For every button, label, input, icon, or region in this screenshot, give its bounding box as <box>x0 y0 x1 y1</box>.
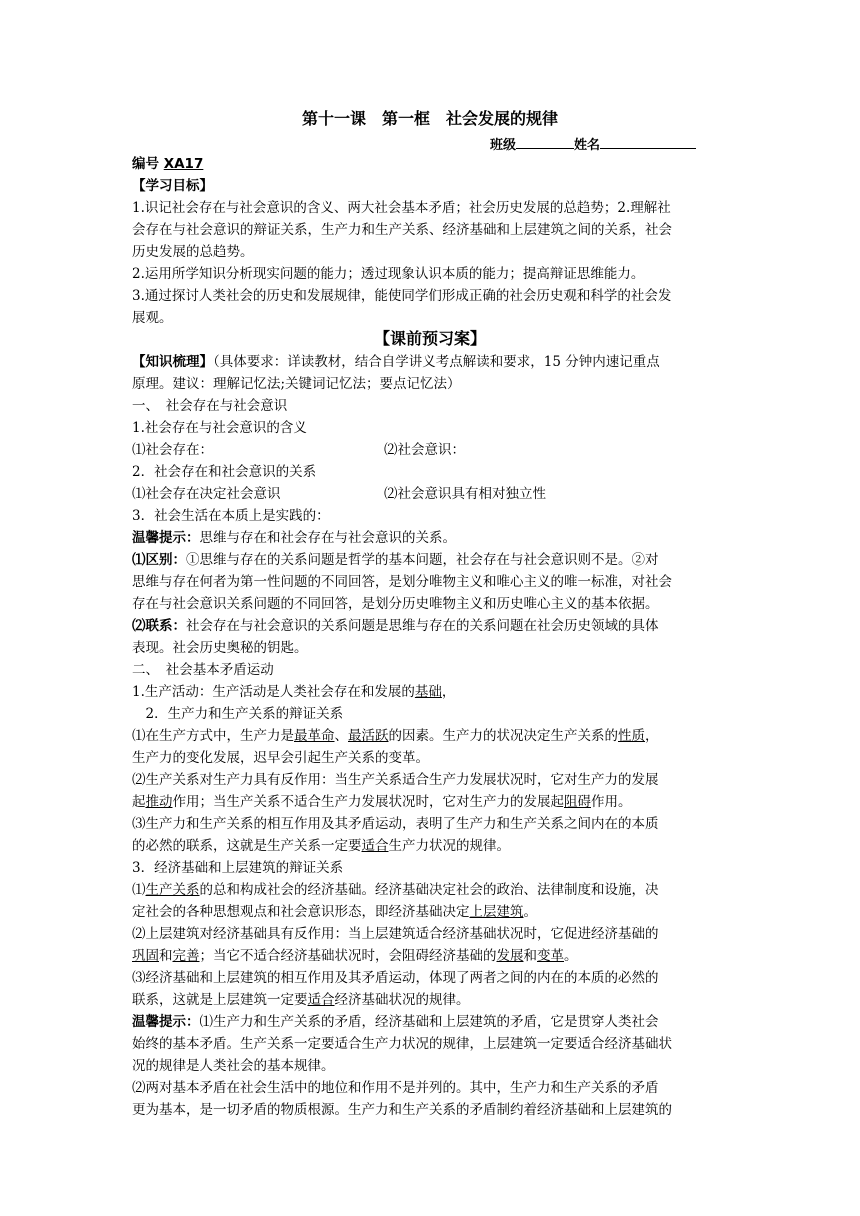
text: 。 <box>564 948 578 964</box>
tip-1-label: 温馨提示： <box>132 530 200 546</box>
item-2-2a-2: 生产力的变化发展，迟早会引起生产关系的变革。 <box>132 750 429 766</box>
code-value: XA17 <box>163 156 204 172</box>
text: 的总和构成社会的经济基础。经济基础决定社会的政治、法律制度和设施，决 <box>199 882 659 898</box>
tip-2-text: ⑴生产力和生产关系的矛盾，经济基础和上层建筑的矛盾，它是贯穿人类社会 <box>199 1014 659 1030</box>
tip-1-a-text: ①思维与存在的关系问题是哲学的基本问题，社会存在与社会意识则不是。②对 <box>186 552 659 568</box>
section-2-title: 二、 社会基本矛盾运动 <box>132 662 274 678</box>
item-2-2c-2 <box>132 836 732 856</box>
preview-heading: 【课前预习案】 <box>373 329 486 348</box>
knowledge-req-text: （具体要求：详读教材，结合自学讲义考点解读和要求，15 分钟内速记重点 <box>213 354 660 370</box>
answer-underline: 最活跃 <box>348 728 389 744</box>
tip-1-a-label: ⑴区别： <box>132 552 186 568</box>
item-1-2-row <box>132 484 732 504</box>
answer-underline: 变革 <box>537 948 564 964</box>
text: 作用。 <box>591 794 632 810</box>
class-label: 班级 <box>490 138 517 153</box>
text: ；当它不适合经济基础状况时，会阻碍经济基础的 <box>199 948 497 964</box>
text: 和 <box>523 948 537 964</box>
goal-line: 会存在与社会意识的辩证关系，生产力和生产关系、经济基础和上层建筑之间的关系，社会 <box>132 222 672 238</box>
goal-line: 展观。 <box>132 310 173 326</box>
text: 的必然的联系，这就是生产关系一定要 <box>132 838 362 854</box>
item-2-3: 3．经济基础和上层建筑的辩证关系 <box>132 860 344 876</box>
text: 。 <box>523 904 537 920</box>
knowledge-requirement-2: 原理。建议：理解记忆法;关键词记忆法；要点记忆法） <box>132 376 461 392</box>
goal-line: 1.识记社会存在与社会意识的含义、两大社会基本矛盾；社会历史发展的总趋势；2.理解社 <box>132 200 671 216</box>
tip-1-b-label: ⑵联系： <box>132 618 186 634</box>
answer-underline: 完善 <box>172 948 200 964</box>
tip-1-a-3: 存在与社会意识关系问题的不同回答，是划分历史唯物主义和历史唯心主义的基本依据。 <box>132 596 659 612</box>
item-2-2c: ⑶生产力和生产关系的相互作用及其矛盾运动，表明了生产力和生产关系之间内在的本质 <box>132 816 659 832</box>
answer-underline: 阻碍 <box>564 794 591 810</box>
item-1-2b: ⑵社会意识具有相对独立性 <box>384 486 546 502</box>
answer-underline: 性质 <box>618 728 645 744</box>
answer-underline: 推动 <box>145 794 173 810</box>
text: ⑴在生产方式中，生产力是 <box>132 728 294 744</box>
item-2-2b-2 <box>132 792 732 812</box>
text: 生产力状况的规律。 <box>388 838 510 854</box>
goal-line: 3.通过探讨人类社会的历史和发展规律，能使同学们形成正确的社会历史观和科学的社会发 <box>132 288 672 304</box>
tip-2 <box>132 1012 732 1032</box>
text: ， <box>645 728 659 744</box>
item-2-2a <box>132 726 732 746</box>
punct: ， <box>441 684 456 700</box>
tip-1 <box>132 528 732 548</box>
goal-line: 历史发展的总趋势。 <box>132 244 254 260</box>
goals-heading: 【学习目标】 <box>132 178 213 194</box>
item-2-3c-2 <box>132 990 732 1010</box>
text: 起 <box>132 794 146 810</box>
answer-underline: 巩固 <box>132 948 159 964</box>
text: 经济基础状况的规律。 <box>334 992 470 1008</box>
tip-1-b-2: 表现。社会历史奥秘的钥匙。 <box>132 640 308 656</box>
answer-underline: 适合 <box>307 992 335 1008</box>
item-2-3b: ⑵上层建筑对经济基础具有反作用：当上层建筑适合经济基础状况时，它促进经济基础的 <box>132 926 659 942</box>
text: 的因素。生产力的状况决定生产关系的 <box>388 728 618 744</box>
item-2-2b: ⑵生产关系对生产力具有反作用：当生产关系适合生产力发展状况时，它对生产力的发展 <box>132 772 659 788</box>
item-2-1-text: 1.生产活动：生产活动是人类社会存在和发展的 <box>132 684 415 700</box>
item-2-3a <box>132 880 732 900</box>
tip-1-b-text: 社会存在与社会意识的关系问题是思维与存在的关系问题在社会历史领域的具体 <box>186 618 659 634</box>
tip-1-a <box>132 550 732 570</box>
answer-underline: 适合 <box>361 838 389 854</box>
tip-2-line: ⑵两对基本矛盾在社会生活中的地位和作用不是并列的。其中，生产力和生产关系的矛盾 <box>132 1080 659 1096</box>
text: 、 <box>334 728 348 744</box>
answer-underline: 基础 <box>414 684 442 700</box>
class-blank[interactable] <box>516 134 574 149</box>
name-blank[interactable] <box>600 134 696 149</box>
answer-underline: 上层建筑 <box>469 904 524 920</box>
item-2-1 <box>132 682 732 702</box>
knowledge-label: 【知识梳理】 <box>132 354 213 370</box>
name-label: 姓名 <box>574 138 601 153</box>
knowledge-requirement <box>132 352 732 372</box>
item-1-1a: ⑴社会存在： <box>132 442 213 458</box>
item-2-2: 2．生产力和生产关系的辩证关系 <box>132 706 344 722</box>
text: 联系，这就是上层建筑一定要 <box>132 992 308 1008</box>
tip-1-b <box>132 616 732 636</box>
text: ⑴ <box>132 882 146 898</box>
item-1-2a: ⑴社会存在决定社会意识 <box>132 486 281 502</box>
goal-line: 2.运用所学知识分析现实问题的能力；透过现象认识本质的能力；提高辩证思维能力。 <box>132 266 645 282</box>
section-1-title: 一、 社会存在与社会意识 <box>132 398 288 414</box>
tip-2-line: 况的规律是人类社会的基本规律。 <box>132 1058 335 1074</box>
tip-2-line: 更为基本，是一切矛盾的物质根源。生产力和生产关系的矛盾制约着经济基础和上层建筑的 <box>132 1102 672 1118</box>
tip-1-text: 思维与存在和社会存在与社会意识的关系。 <box>199 530 456 546</box>
item-2-3b-2 <box>132 946 732 966</box>
tip-2-label: 温馨提示： <box>132 1014 200 1030</box>
item-1-1-row <box>132 440 732 460</box>
answer-underline: 最革命 <box>294 728 335 744</box>
page-title: 第十一课 第一框 社会发展的规律 <box>301 109 558 128</box>
item-1-3: 3．社会生活在本质上是实践的： <box>132 508 330 524</box>
item-1-1b: ⑵社会意识： <box>384 442 465 458</box>
code-label: 编号 <box>132 156 159 172</box>
text: 定社会的各种思想观点和社会意识形态，即经济基础决定 <box>132 904 470 920</box>
class-name-line <box>490 134 730 156</box>
answer-underline: 发展 <box>496 948 524 964</box>
tip-2-line: 始终的基本矛盾。生产关系一定要适合生产力状况的规律，上层建筑一定要适合经济基础状 <box>132 1036 672 1052</box>
item-1-2: 2．社会存在和社会意识的关系 <box>132 464 317 480</box>
tip-1-a-2: 思维与存在何者为第一性问题的不同回答，是划分唯物主义和唯心主义的唯一标准，对社会 <box>132 574 672 590</box>
item-2-3a-2 <box>132 902 732 922</box>
item-1-1: 1.社会存在与社会意识的含义 <box>132 420 307 436</box>
code-line <box>132 154 732 174</box>
text: 作用；当生产关系不适合生产力发展状况时，它对生产力的发展起 <box>172 794 564 810</box>
item-2-3c: ⑶经济基础和上层建筑的相互作用及其矛盾运动，体现了两者之间的内在的本质的必然的 <box>132 970 659 986</box>
answer-underline: 生产关系 <box>145 882 200 898</box>
text: 和 <box>159 948 173 964</box>
